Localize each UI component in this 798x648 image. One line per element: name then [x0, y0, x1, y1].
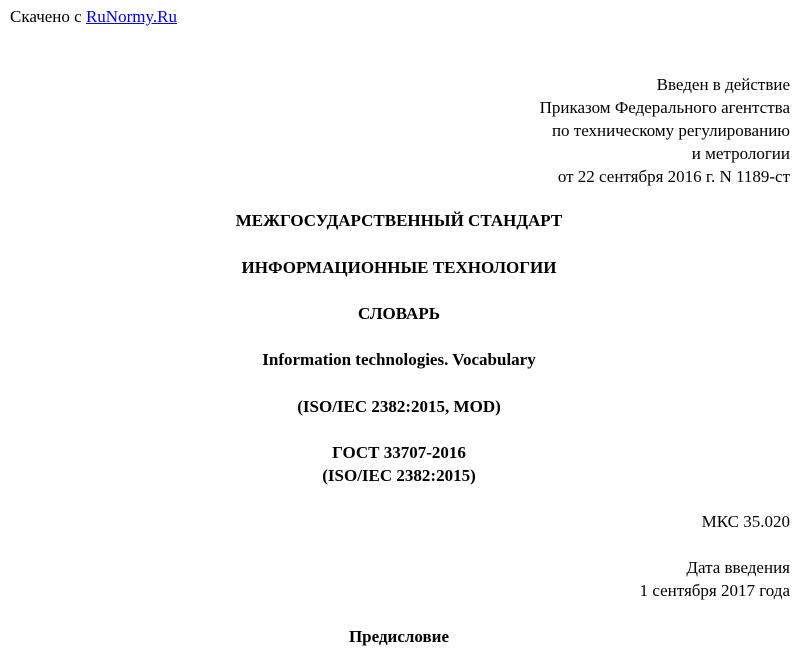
intro-date-label: Дата введения: [686, 558, 790, 577]
source-prefix: Скачено с: [10, 7, 82, 26]
source-line: [10, 6, 177, 28]
intro-date-value: 1 сентября 2017 года: [639, 581, 790, 600]
standard-title-heading: ИНФОРМАЦИОННЫЕ ТЕХНОЛОГИИ: [241, 258, 557, 277]
foreword-heading: Предисловие: [348, 627, 450, 646]
standard-subtitle-heading: СЛОВАРЬ: [358, 304, 440, 323]
approval-block: [540, 73, 790, 188]
approval-line-1: Введен в действие: [656, 75, 790, 94]
source-link[interactable]: RuNormy.Ru: [85, 7, 177, 26]
english-title: Information technologies. Vocabulary: [262, 350, 536, 369]
iso-mod-reference: (ISO/IEC 2382:2015, MOD): [297, 397, 501, 416]
mks-code: МКС 35.020: [701, 512, 790, 531]
approval-line-4: и метрологии: [691, 144, 790, 163]
gost-number: ГОСТ 33707-2016: [332, 443, 466, 462]
approval-line-2: Приказом Федерального агентства: [539, 98, 790, 117]
approval-line-3: по техническому регулированию: [551, 121, 790, 140]
gost-iso-reference: (ISO/IEC 2382:2015): [322, 466, 476, 485]
standard-type-heading: МЕЖГОСУДАРСТВЕННЫЙ СТАНДАРТ: [235, 211, 563, 230]
approval-line-5: от 22 сентября 2016 г. N 1189-ст: [557, 167, 790, 186]
